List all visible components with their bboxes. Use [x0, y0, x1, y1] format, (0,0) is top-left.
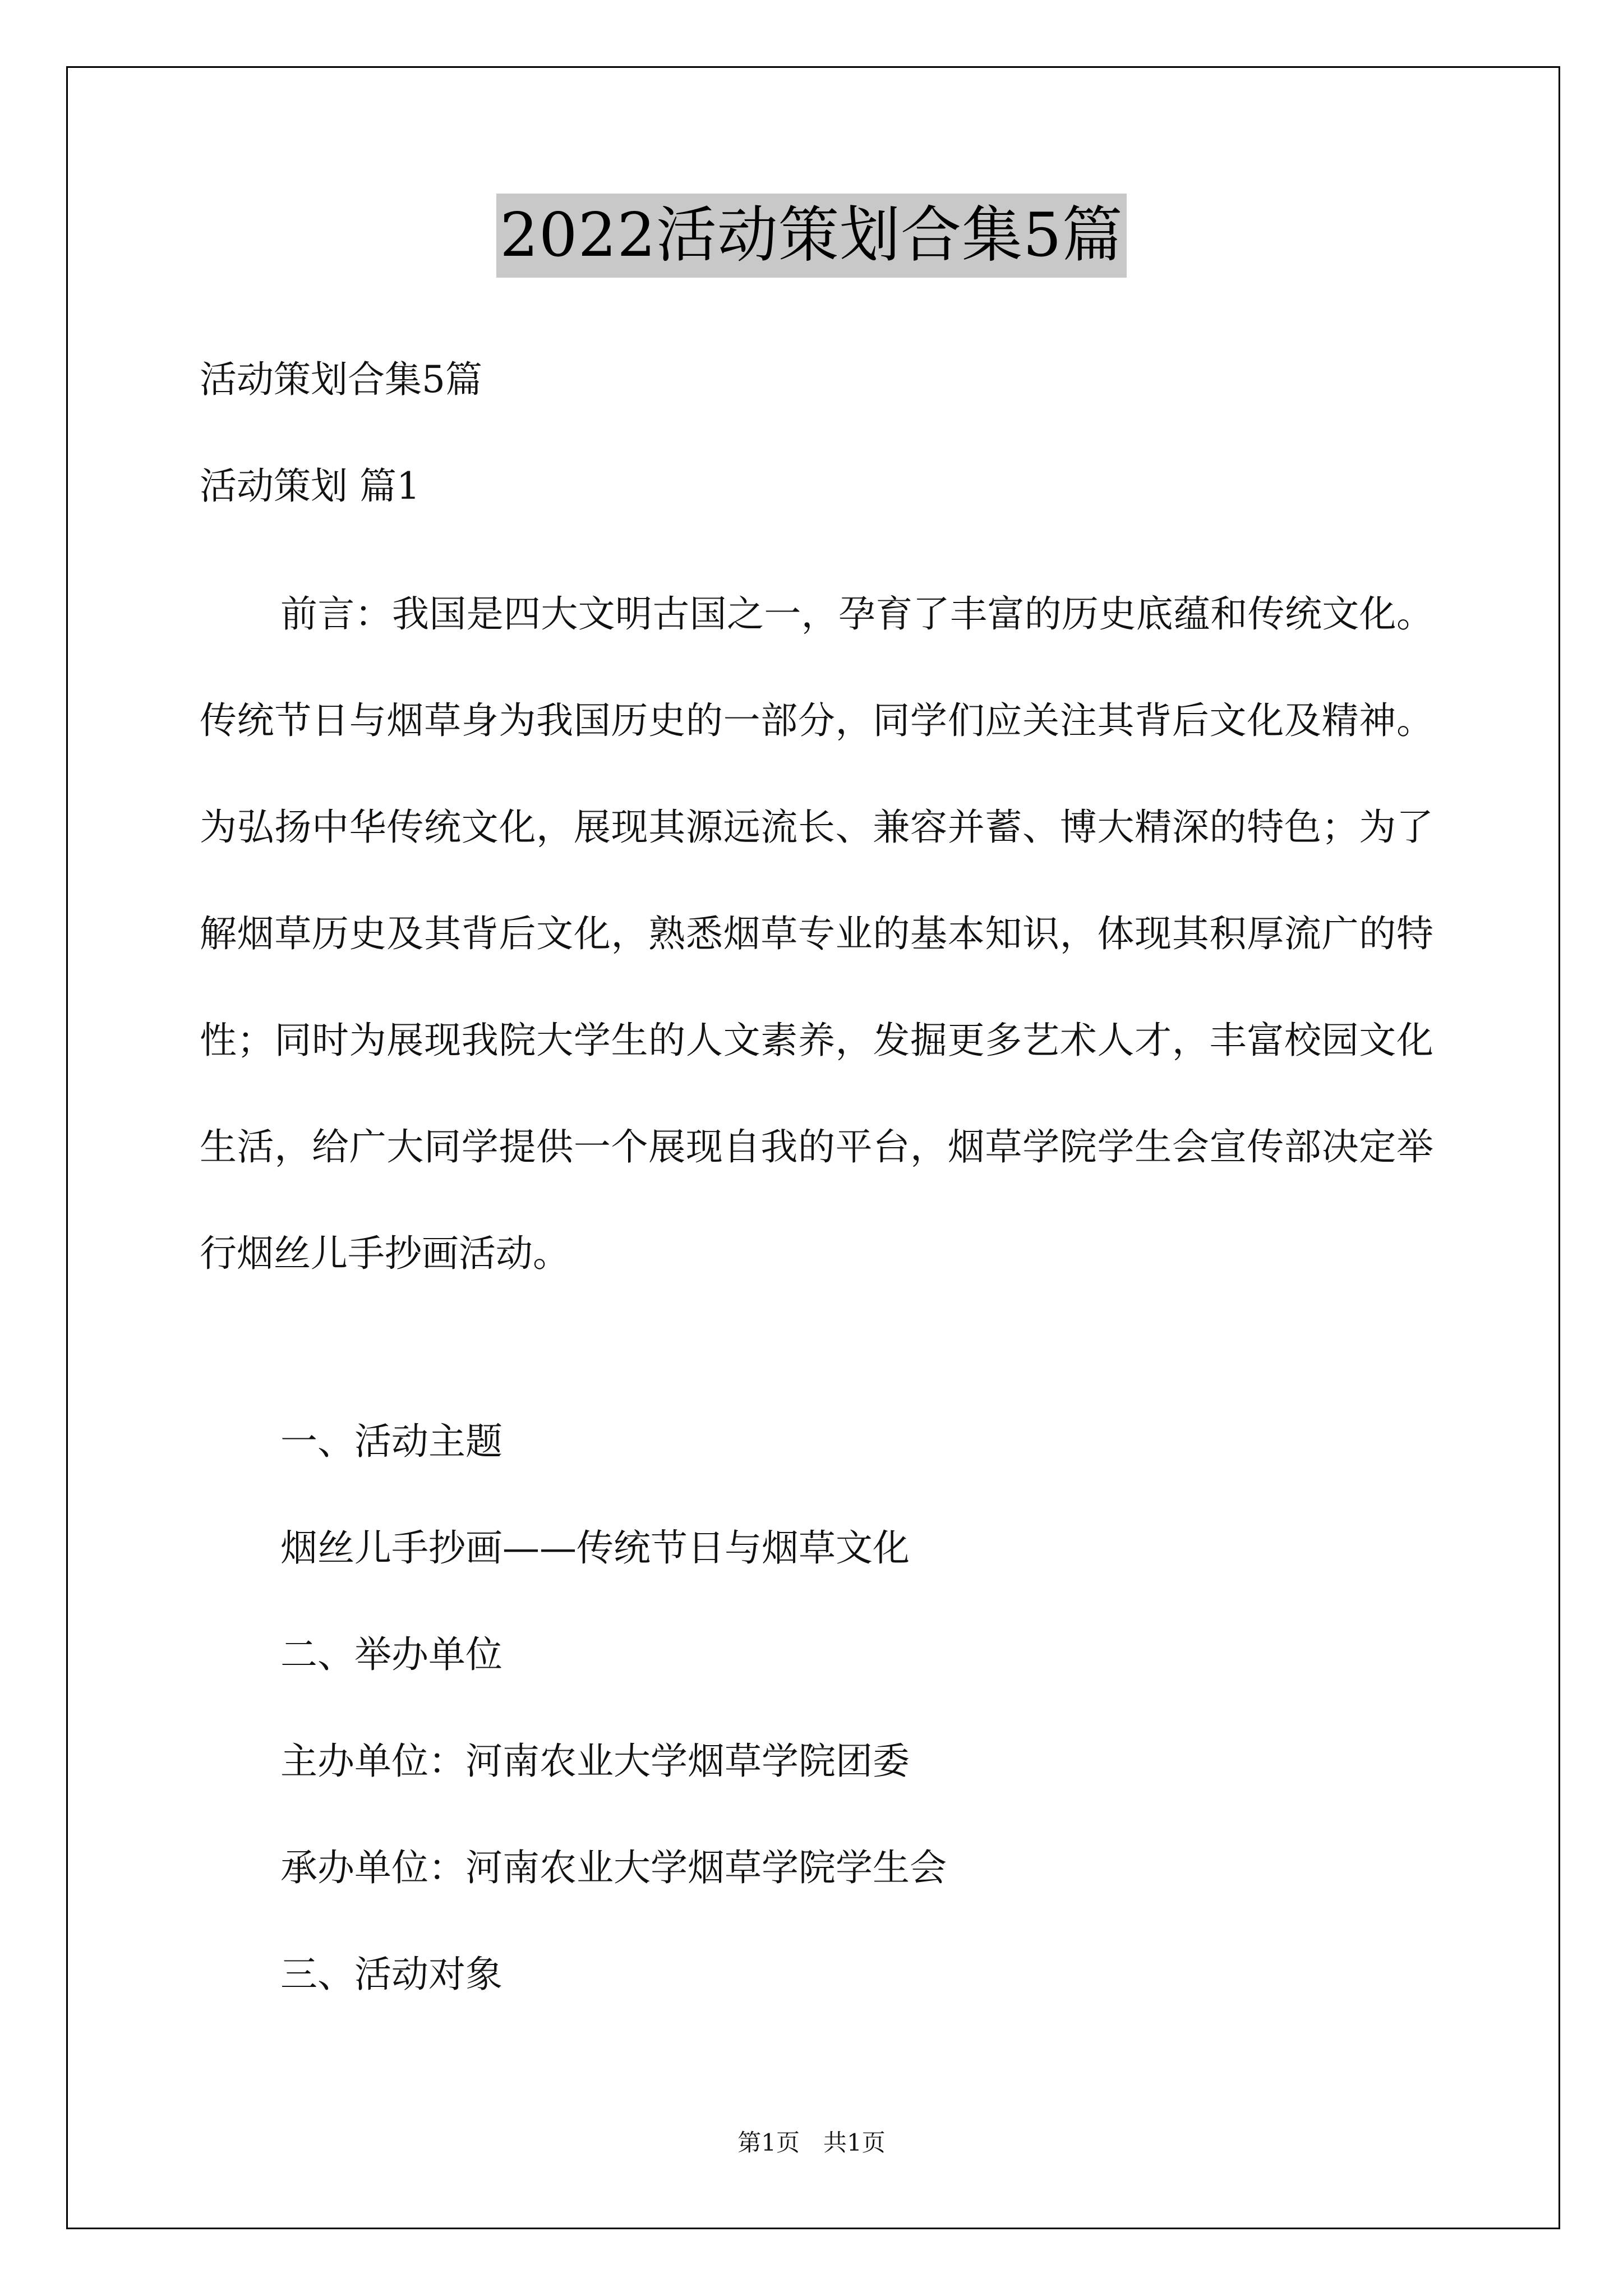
- page-footer: 第1页 共1页: [737, 2129, 886, 2156]
- section-line: 主办单位：河南农业大学烟草学院团委: [280, 1740, 910, 1783]
- section-line: 三、活动对象: [280, 1953, 502, 1996]
- section-line: 烟丝儿手抄画——传统节日与烟草文化: [280, 1526, 910, 1570]
- section-line: 二、举办单位: [280, 1633, 502, 1676]
- document-title: 2022活动策划合集5篇: [496, 194, 1127, 278]
- document-subtitle: 活动策划合集5篇: [200, 358, 482, 401]
- title-container: [0, 194, 1623, 278]
- section-line: 承办单位：河南农业大学烟草学院学生会: [280, 1846, 947, 1889]
- section-heading: 活动策划 篇1: [200, 464, 420, 508]
- section-line: 一、活动主题: [280, 1420, 502, 1463]
- preface-paragraph: 前言：我国是四大文明古国之一，孕育了丰富的历史底蕴和传统文化。传统节日与烟草身为我国历史的一部分，同学们应关注其背后文化及精神。为弘扬中华传统文化，展现其源远流长、兼容并蓄、博大精深的特色；为了解烟草历史及其背后文化，熟悉烟草专业的基本知识，体现其积厚流广的特性；同时为展现我院大学生的人文素养，发掘更多艺术人才，丰富校园文化生活，给广大同学提供一个展现自我的平台，烟草学院学生会宣传部决定举行烟丝儿手抄画活动。: [200, 592, 1433, 1275]
